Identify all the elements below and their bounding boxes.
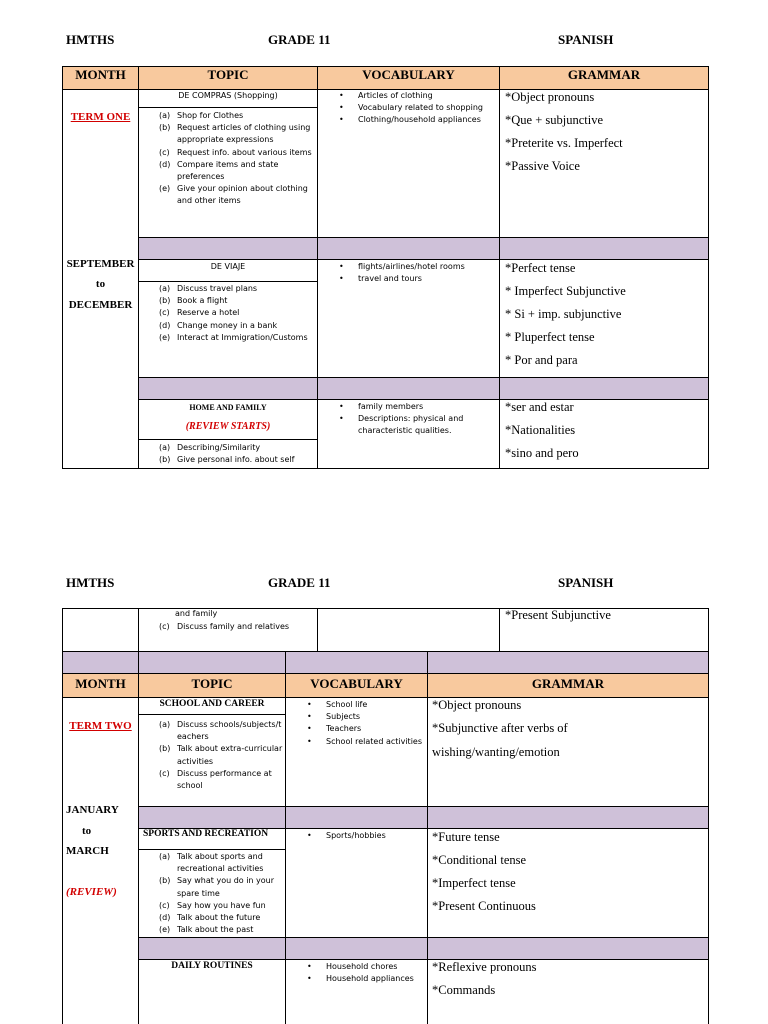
grammar-item: * Imperfect Subjunctive	[505, 284, 626, 298]
rule	[62, 608, 709, 609]
month-end: MARCH	[66, 845, 109, 857]
activity-list	[159, 283, 315, 344]
rule	[138, 937, 709, 938]
band-row	[138, 377, 708, 399]
list-item: (d) Compare items and state preferences	[159, 159, 279, 182]
grammar-item: *ser and estar	[505, 400, 574, 414]
list-item: (c) Discuss performance at school	[159, 768, 272, 791]
list-item: (e) Talk about the past	[159, 925, 254, 935]
list-item: • Household chores	[307, 962, 398, 971]
list-item: (a) Shop for Clothes	[159, 111, 244, 120]
table-border-left	[62, 608, 63, 1024]
vocabulary-list	[336, 261, 501, 285]
band-row	[138, 937, 708, 959]
list-item: • Vocabulary related to shopping	[339, 103, 483, 113]
rule	[138, 237, 709, 238]
grammar-item: * Pluperfect tense	[505, 330, 595, 344]
list-item: • Clothing/household appliances	[339, 115, 481, 125]
list-item: • Household appliances	[307, 974, 414, 984]
unit-title: DE COMPRAS (Shopping)	[178, 91, 278, 100]
topic-subrule	[138, 439, 317, 440]
list-item: • travel and tours	[339, 274, 422, 284]
grammar-item: *Imperfect tense	[432, 876, 516, 890]
grammar-item: *Future tense	[432, 830, 500, 844]
grade-label: GRADE 11	[268, 32, 331, 47]
rule	[138, 399, 709, 400]
list-item: (d) Talk about the future	[159, 913, 261, 923]
grammar-item: *Present Continuous	[432, 899, 536, 913]
band-row	[62, 651, 708, 673]
grammar-item: *Conditional tense	[432, 853, 527, 867]
band-row	[138, 237, 708, 259]
activity-list	[159, 621, 315, 633]
grammar-item: wishing/wanting/emotion	[432, 745, 560, 759]
list-item: (b) Book a flight	[159, 296, 228, 306]
unit-title: DAILY ROUTINES	[171, 961, 253, 971]
unit-title: HOME AND FAMILY	[189, 403, 267, 412]
list-item: (d) Change money in a bank	[159, 320, 278, 330]
topic-subrule	[138, 849, 285, 850]
month-start: JANUARY	[66, 804, 119, 816]
list-item: (c) Reserve a hotel	[159, 308, 240, 318]
table-border-right	[708, 608, 709, 1024]
list-item: • Subjects	[307, 712, 361, 722]
list-item: • Descriptions: physical and characteristic qualities.	[339, 414, 464, 436]
grammar-item: *Passive Voice	[505, 159, 580, 173]
grade-label: GRADE 11	[268, 575, 331, 590]
vocabulary-list	[336, 401, 501, 438]
list-item: • flights/airlines/hotel rooms	[339, 262, 465, 271]
list-item: (c) Discuss family and relatives	[159, 622, 290, 631]
grammar-item: *Present Subjunctive	[505, 608, 611, 622]
activity-list	[159, 110, 315, 208]
activity-list	[159, 442, 315, 466]
list-item: • Articles of clothing	[339, 91, 433, 100]
column-heading-month: MONTH	[75, 67, 126, 82]
review-note: (REVIEW)	[66, 886, 117, 898]
rule	[62, 673, 709, 674]
column-heading-topic: TOPIC	[191, 676, 233, 691]
topic-subrule	[138, 714, 285, 715]
vocabulary-list	[304, 699, 428, 748]
rule	[138, 806, 709, 807]
topic-subrule	[138, 281, 317, 282]
list-item: (c) Say how you have fun	[159, 900, 266, 910]
grammar-item: *Nationalities	[505, 423, 576, 437]
list-item: (e) Give your opinion about clothing and other items	[159, 184, 308, 206]
list-item: • Sports/hobbies	[307, 831, 386, 840]
list-item: • School related activities	[307, 736, 423, 746]
list-item: • Teachers	[307, 724, 362, 734]
grammar-item: *Reflexive pronouns	[432, 960, 537, 974]
rule	[62, 697, 709, 698]
vocabulary-list	[336, 90, 501, 127]
column-heading-vocabulary: VOCABULARY	[310, 676, 403, 691]
unit-title: SPORTS AND RECREATION	[143, 829, 269, 839]
school-name: HMTHS	[66, 32, 115, 47]
column-heading-grammar: GRAMMAR	[531, 676, 605, 691]
list-item: (b) Say what you do in your spare time	[159, 876, 275, 898]
month-end: DECEMBER	[68, 299, 133, 311]
month-start: SEPTEMBER	[66, 258, 135, 270]
grammar-item: * Si + imp. subjunctive	[505, 307, 622, 321]
rule	[138, 259, 709, 260]
grammar-item: *Preterite vs. Imperfect	[505, 136, 623, 150]
rule	[62, 651, 709, 652]
table-border-bottom	[62, 468, 709, 469]
review-note: (REVIEW STARTS)	[185, 421, 271, 432]
grammar-item: *Object pronouns	[505, 90, 595, 104]
grammar-item: *sino and pero	[505, 446, 579, 460]
unit-title: SCHOOL AND CAREER	[159, 699, 265, 709]
activity-list	[159, 719, 283, 792]
column-heading-grammar: GRAMMAR	[567, 67, 641, 82]
list-item: • School life	[307, 700, 368, 709]
list-item: (a) Discuss schools/subjects/teachers	[159, 720, 282, 742]
rule	[138, 959, 709, 960]
continued-text: and family	[175, 609, 218, 618]
list-item: (a) Describing/Similarity	[159, 443, 261, 452]
topic-subrule	[138, 107, 317, 108]
list-item: (a) Talk about sports and recreational activities	[159, 852, 264, 874]
school-name: HMTHS	[66, 575, 115, 590]
vocabulary-list	[304, 830, 428, 842]
list-item: (b) Talk about extra-curricular activities	[159, 744, 283, 766]
table-border-right	[708, 66, 709, 469]
list-item: (b) Request articles of clothing using appropriate expressions	[159, 123, 311, 145]
list-item: (a) Discuss travel plans	[159, 284, 258, 293]
grammar-item: *Que + subjunctive	[505, 113, 604, 127]
list-item: • family members	[339, 402, 424, 411]
vocabulary-list	[304, 961, 428, 985]
column-divider	[317, 608, 318, 652]
column-heading-month: MONTH	[75, 676, 126, 691]
column-heading-topic: TOPIC	[207, 67, 249, 82]
list-item: (b) Give personal info. about self	[159, 455, 295, 465]
term-label: TERM TWO	[69, 720, 132, 732]
subject-label: SPANISH	[558, 32, 614, 47]
subject-label: SPANISH	[558, 575, 614, 590]
grammar-item: *Object pronouns	[432, 698, 522, 712]
rule	[138, 377, 709, 378]
list-item: (e) Interact at Immigration/Customs	[159, 332, 308, 342]
column-heading-vocabulary: VOCABULARY	[362, 67, 455, 82]
band-row	[138, 806, 708, 828]
list-item: (c) Request info. about various items	[159, 147, 312, 157]
column-divider	[499, 608, 500, 652]
month-to: to	[82, 825, 92, 837]
term-label: TERM ONE	[70, 111, 131, 123]
grammar-item: *Subjunctive after verbs of	[432, 721, 568, 735]
unit-title: DE VIAJE	[210, 262, 246, 271]
grammar-item: * Por and para	[505, 353, 578, 367]
activity-list	[159, 851, 283, 936]
grammar-item: *Perfect tense	[505, 261, 576, 275]
month-to: to	[95, 278, 106, 290]
grammar-item: *Commands	[432, 983, 496, 997]
